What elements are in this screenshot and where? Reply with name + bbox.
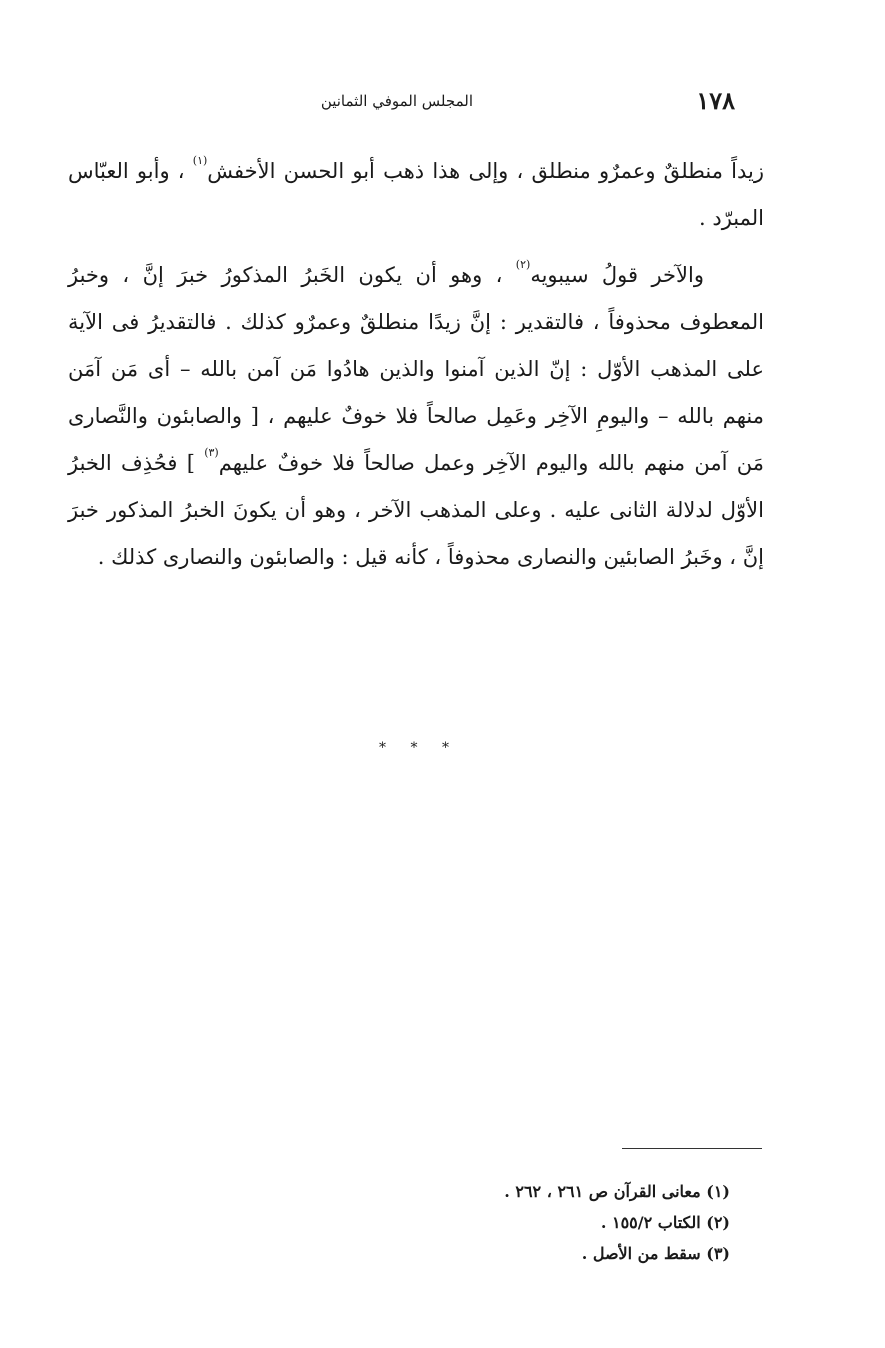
section-separator: * * * [379, 740, 459, 756]
paragraph-1 [68, 148, 764, 242]
footnote-divider [622, 1148, 762, 1149]
footnote-reference: (١) [192, 154, 208, 167]
paragraph-text: زيداً منطلقٌ وعمرٌو منطلق ، وإلى هذا ذهب أبو الحسن الأخفش [207, 159, 764, 183]
paragraph-text: ، وأبو العبّاس المبرّد . [68, 159, 764, 230]
page-header [70, 86, 735, 116]
footnote-item: (٣) سقط من الأصل . [581, 1244, 730, 1263]
footnotes [440, 1176, 730, 1269]
footnote-reference: (٢) [515, 258, 531, 271]
paragraph-2 [68, 252, 764, 581]
footnote-item: (٢) الكتاب ١٥٥/٢ . [600, 1213, 730, 1232]
paragraph-text: ، وهو أن يكون الخَبرُ المذكورُ خبرَ إنَّ ، وخبرُ المعطوف محذوفاً ، فالتقدير : إنَّ زيدًا منطلقٌ وعمرٌو كذلك . فالتقديرُ فى الآية على المذهب الأوّل : إنّ الذين آمنوا والذين هادُوا مَن آمن بالله – أى مَن آمَن منهم بالله – واليومِ الآخِر وعَمِل صالحاً فلا خوفٌ عليهم ، [ والصابئون والنَّصارى مَن آمن منهم بالله واليوم الآخِر وعمل صالحاً فلا خوفٌ عليهم [68, 263, 764, 475]
footnote-item: (١) معانى القرآن ص ٢٦١ ، ٢٦٢ . [504, 1182, 730, 1201]
footnote-reference: (٣) [204, 446, 219, 459]
main-text [68, 148, 764, 581]
running-title: المجلس الموفي الثمانين [320, 92, 473, 110]
page-number: ١٧٨ [696, 86, 735, 115]
paragraph-text: والآخر قولُ سيبويه [530, 263, 704, 287]
paragraph-text: ] فحُذِف الخبرُ الأوّل لدلالة الثانى عليه . وعلى المذهب الآخر ، وهو أن يكونَ الخبرُ المذكور خبرَ إنَّ ، وخَبرُ الصابئين والنصارى محذوفاً ، كأنه قيل : والصابئون والنصارى كذلك . [68, 451, 764, 569]
